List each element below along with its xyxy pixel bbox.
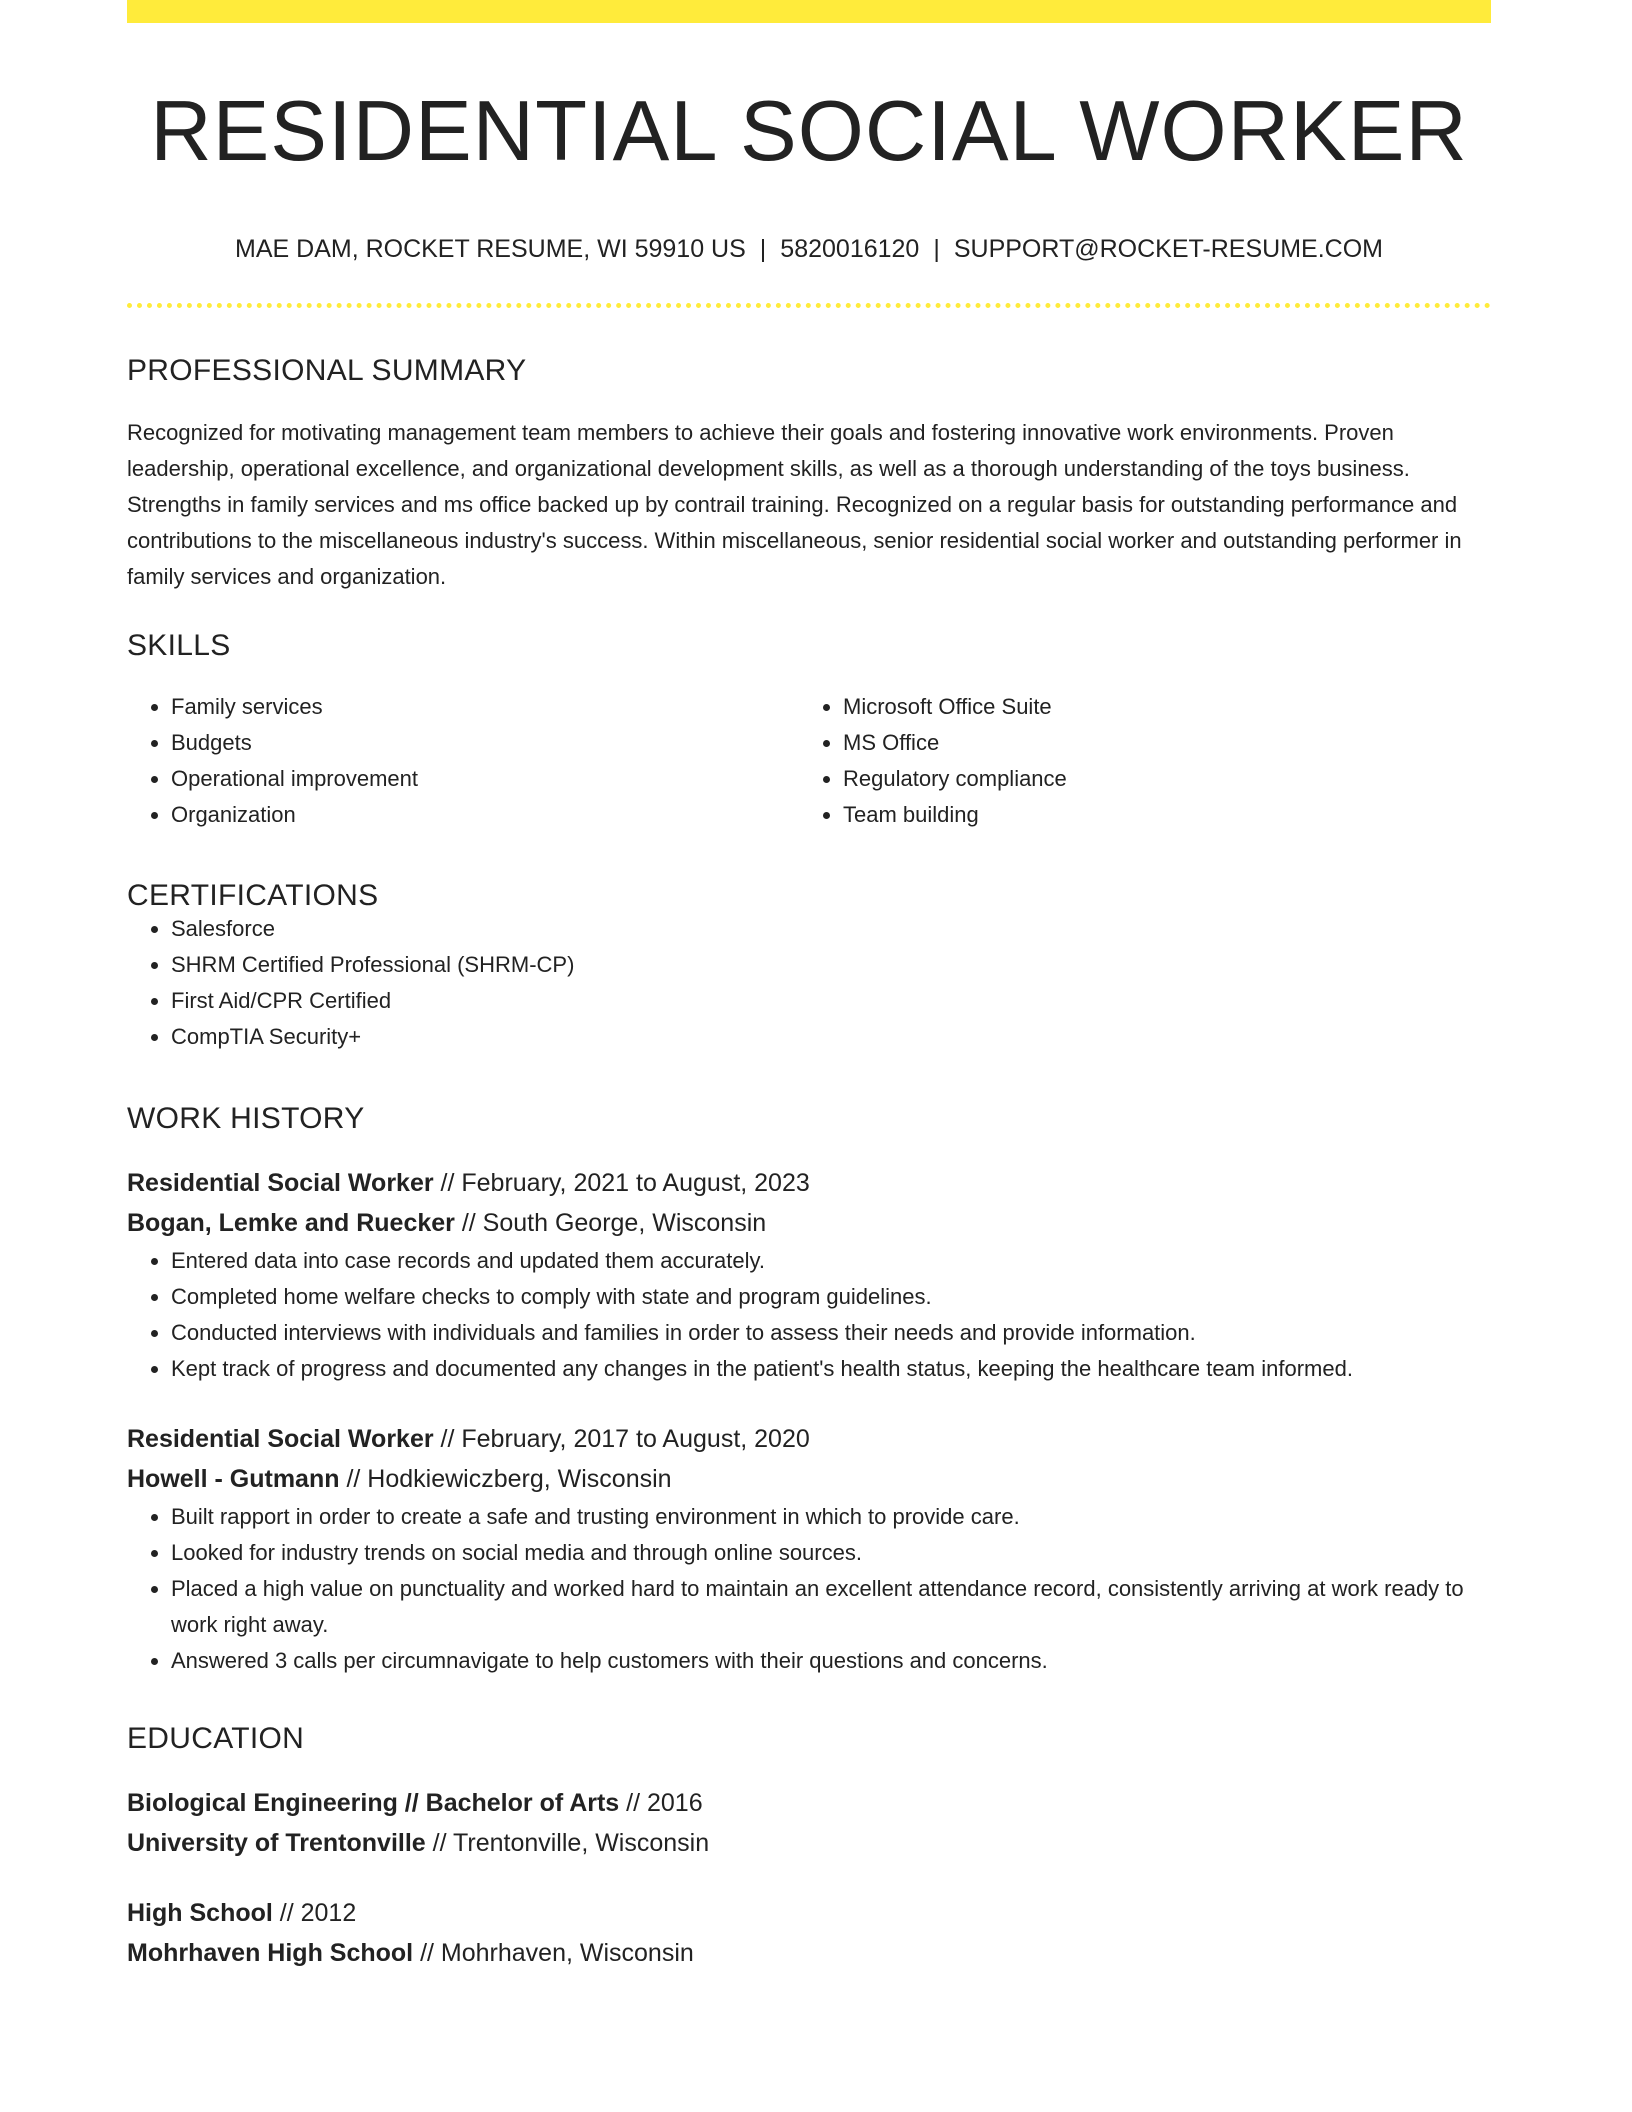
job-duty-item: • Completed home welfare checks to comply with state and program guidelines. <box>171 1279 1491 1315</box>
skills-column-left <box>127 689 799 833</box>
education-school-line <box>127 1933 1491 1973</box>
certification-item: • CompTIA Security+ <box>171 1019 1491 1055</box>
certification-item: • SHRM Certified Professional (SHRM-CP) <box>171 947 1491 983</box>
contact-separator: | <box>933 234 940 263</box>
certification-item: • First Aid/CPR Certified <box>171 983 1491 1019</box>
certifications-list <box>127 911 1491 1055</box>
skill-item: • Budgets <box>171 725 799 761</box>
education-degree: Biological Engineering // Bachelor of Arts <box>127 1788 620 1817</box>
education-degree: High School <box>127 1898 273 1927</box>
education-year: // 2012 <box>272 1898 357 1927</box>
job-company-line <box>127 1459 1491 1499</box>
job-title-line <box>127 1419 1491 1459</box>
dotted-divider <box>127 303 1491 308</box>
skill-item: • Regulatory compliance <box>843 761 1471 797</box>
resume-page <box>127 0 1491 1973</box>
education-school-line <box>127 1823 1491 1863</box>
education-degree-line <box>127 1783 1491 1823</box>
resume-title: RESIDENTIAL SOCIAL WORKER <box>150 84 1468 179</box>
certification-item: • Salesforce <box>171 911 1491 947</box>
education-heading: EDUCATION <box>127 1721 305 1755</box>
work-history-heading: WORK HISTORY <box>127 1101 365 1135</box>
job-role: Residential Social Worker <box>127 1424 434 1453</box>
contact-phone: 5820016120 <box>780 234 920 263</box>
job-title-line <box>127 1163 1491 1203</box>
contact-address: MAE DAM, ROCKET RESUME, WI 59910 US <box>235 234 746 263</box>
job-dates: // February, 2021 to August, 2023 <box>433 1168 810 1197</box>
top-accent-bar <box>127 0 1491 23</box>
summary-heading: PROFESSIONAL SUMMARY <box>127 353 527 387</box>
job-company-line <box>127 1203 1491 1243</box>
job-location: // Hodkiewiczberg, Wisconsin <box>339 1464 672 1493</box>
skill-item: • Organization <box>171 797 799 833</box>
skills-heading: SKILLS <box>127 628 231 662</box>
contact-separator: | <box>759 234 767 263</box>
contact-line <box>127 234 1491 263</box>
skill-item: • Family services <box>171 689 799 725</box>
education-entry <box>127 1893 1491 1973</box>
contact-email[interactable]: SUPPORT@ROCKET-RESUME.COM <box>953 234 1383 263</box>
job-role: Residential Social Worker <box>127 1168 434 1197</box>
job-duty-item: • Built rapport in order to create a safe and trusting environment in which to provide care. <box>171 1499 1491 1535</box>
job-duty-item: • Looked for industry trends on social media and through online sources. <box>171 1535 1491 1571</box>
skills-grid <box>127 689 1491 833</box>
job-duty-item: • Answered 3 calls per circumnavigate to help customers with their questions and concerns. <box>171 1643 1491 1679</box>
job-location: // South George, Wisconsin <box>454 1208 767 1237</box>
skill-item: • Operational improvement <box>171 761 799 797</box>
job-dates: // February, 2017 to August, 2020 <box>433 1424 810 1453</box>
certifications-heading: CERTIFICATIONS <box>127 878 379 912</box>
job-company: Howell - Gutmann <box>127 1464 340 1493</box>
education-school: University of Trentonville <box>127 1828 426 1857</box>
skill-item: • Team building <box>843 797 1471 833</box>
education-school: Mohrhaven High School <box>127 1938 414 1967</box>
job-duty-item: • Placed a high value on punctuality and worked hard to maintain an excellent attendance record, consistently arriving at work ready to work right away. <box>171 1571 1491 1643</box>
skill-item: • Microsoft Office Suite <box>843 689 1471 725</box>
job-duty-item: • Entered data into case records and updated them accurately. <box>171 1243 1491 1279</box>
education-location: // Trentonville, Wisconsin <box>425 1828 710 1857</box>
skill-item: • MS Office <box>843 725 1471 761</box>
job-duties-list <box>127 1243 1491 1387</box>
job-entry <box>127 1419 1491 1679</box>
summary-text: Recognized for motivating management team members to achieve their goals and fostering innovative work environments. Proven leadership, operational excellence, and organizational development skills, as well as a thorough understanding of the toys business. Strengths in family services and ms office backed up by contrail training. Recognized on a regular basis for outstanding performance and contributions to the miscellaneous industry's success. Within miscellaneous, senior residential social worker and outstanding performer in family services and organization. <box>127 419 1462 589</box>
education-entry <box>127 1783 1491 1863</box>
job-duty-item: • Kept track of progress and documented any changes in the patient's health status, keeping the healthcare team informed. <box>171 1351 1491 1387</box>
job-company: Bogan, Lemke and Ruecker <box>127 1208 455 1237</box>
job-entry <box>127 1163 1491 1387</box>
job-duty-item: • Conducted interviews with individuals and families in order to assess their needs and provide information. <box>171 1315 1491 1351</box>
education-year: // 2016 <box>619 1788 703 1817</box>
education-location: // Mohrhaven, Wisconsin <box>413 1938 694 1967</box>
job-duties-list <box>127 1499 1491 1679</box>
skills-column-right <box>799 689 1471 833</box>
education-degree-line <box>127 1893 1491 1933</box>
